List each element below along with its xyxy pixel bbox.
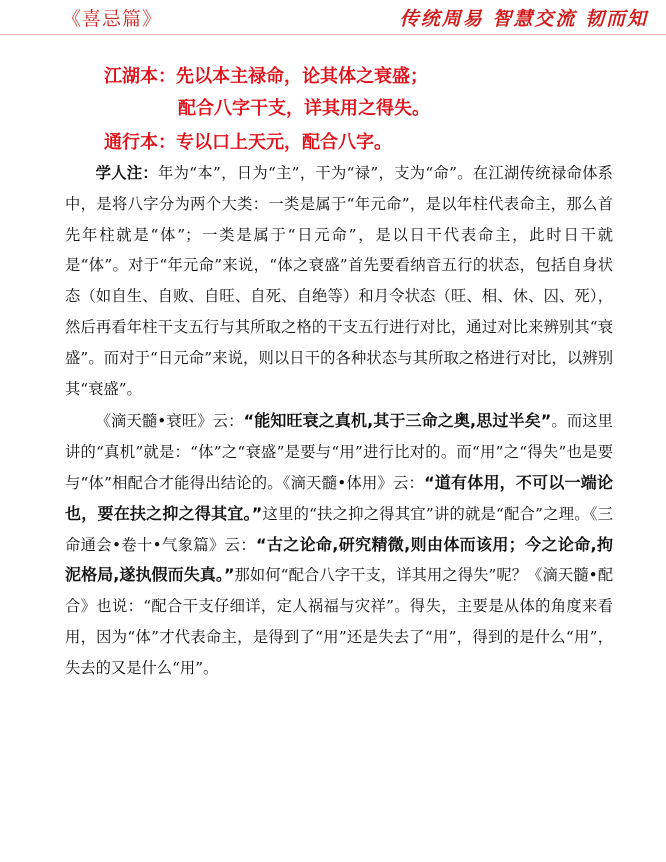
chapter-title: 《喜忌篇》 xyxy=(62,8,163,30)
quote-intro-1: 《滴天髓•衰旺》云： xyxy=(95,412,244,431)
quote-commentary-1: 。而这里讲的“真机”就是：“体”之“衰盛”是要与“用”进行比对的。而“用”之“得失”也是要与“体”相配合才能得出结论的。《滴天髓•体用》云： xyxy=(65,412,613,492)
quote-bold-3: “古之论命,研究精微,则由体而该用；今之论命,拘泥格局,遂执假而失真。” xyxy=(65,534,613,585)
annotation-label: 学人注： xyxy=(95,164,159,182)
original-text-line-1: 江湖本：先以本主禄命，论其体之衰盛； xyxy=(104,66,428,87)
quote-commentary-2: 这里的“扶之抑之得其宜”讲的就是“配合”之理。《三命通会•卷十•气象篇》云： xyxy=(65,504,613,554)
quote-bold-2: “道有体用，不可以一端论也，要在扶之抑之得其宜。” xyxy=(65,472,613,523)
quote-bold-1: “能知旺衰之真机,其于三命之奥,思过半矣” xyxy=(243,411,552,431)
original-text-line-3: 通行本：专以口上天元，配合八字。 xyxy=(104,132,392,153)
annotation-paragraph-2 xyxy=(65,406,613,683)
brand-slogan: 传统周易 智慧交流 韧而知 xyxy=(399,8,648,30)
original-text-line-2: 配合八字干支，详其用之得失。 xyxy=(178,98,430,119)
annotation-body xyxy=(65,158,613,684)
quote-commentary-3: 那如何“配合八字干支，详其用之得失”呢？《滴天髓•配合》也说：“配合干支仔细详，定人祸福与灾祥”。得失，主要是从体的角度来看用，因为“体”才代表命主，是得到了“用”还是失去了“用”，得到的是什么“用”，失去的又是什么“用”。 xyxy=(65,566,613,677)
annotation-text: 年为“本”，日为“主”，干为“禄”，支为“命”。在江湖传统禄命体系中，是将八字分为两个大类：一类是属于“年元命”，是以年柱代表命主，那么首先年柱就是“体”；一类是属于“日元命”，是以日干代表命主，此时日干就是“体”。对于“年元命”来说，“体之衰盛”首先要看纳音五行的状态，包括自身状态（如自生、自败、自旺、自死、自绝等）和月令状态（旺、相、休、囚、死），然后再看年柱干支五行与其所取之格的干支五行进行对比，通过对比来辨别其“衰盛”。而对于“日元命”来说，则以日干的各种状态与其所取之格进行对比，以辨别其“衰盛”。 xyxy=(65,164,613,398)
annotation-paragraph-1 xyxy=(65,158,613,404)
page-header xyxy=(0,0,666,35)
